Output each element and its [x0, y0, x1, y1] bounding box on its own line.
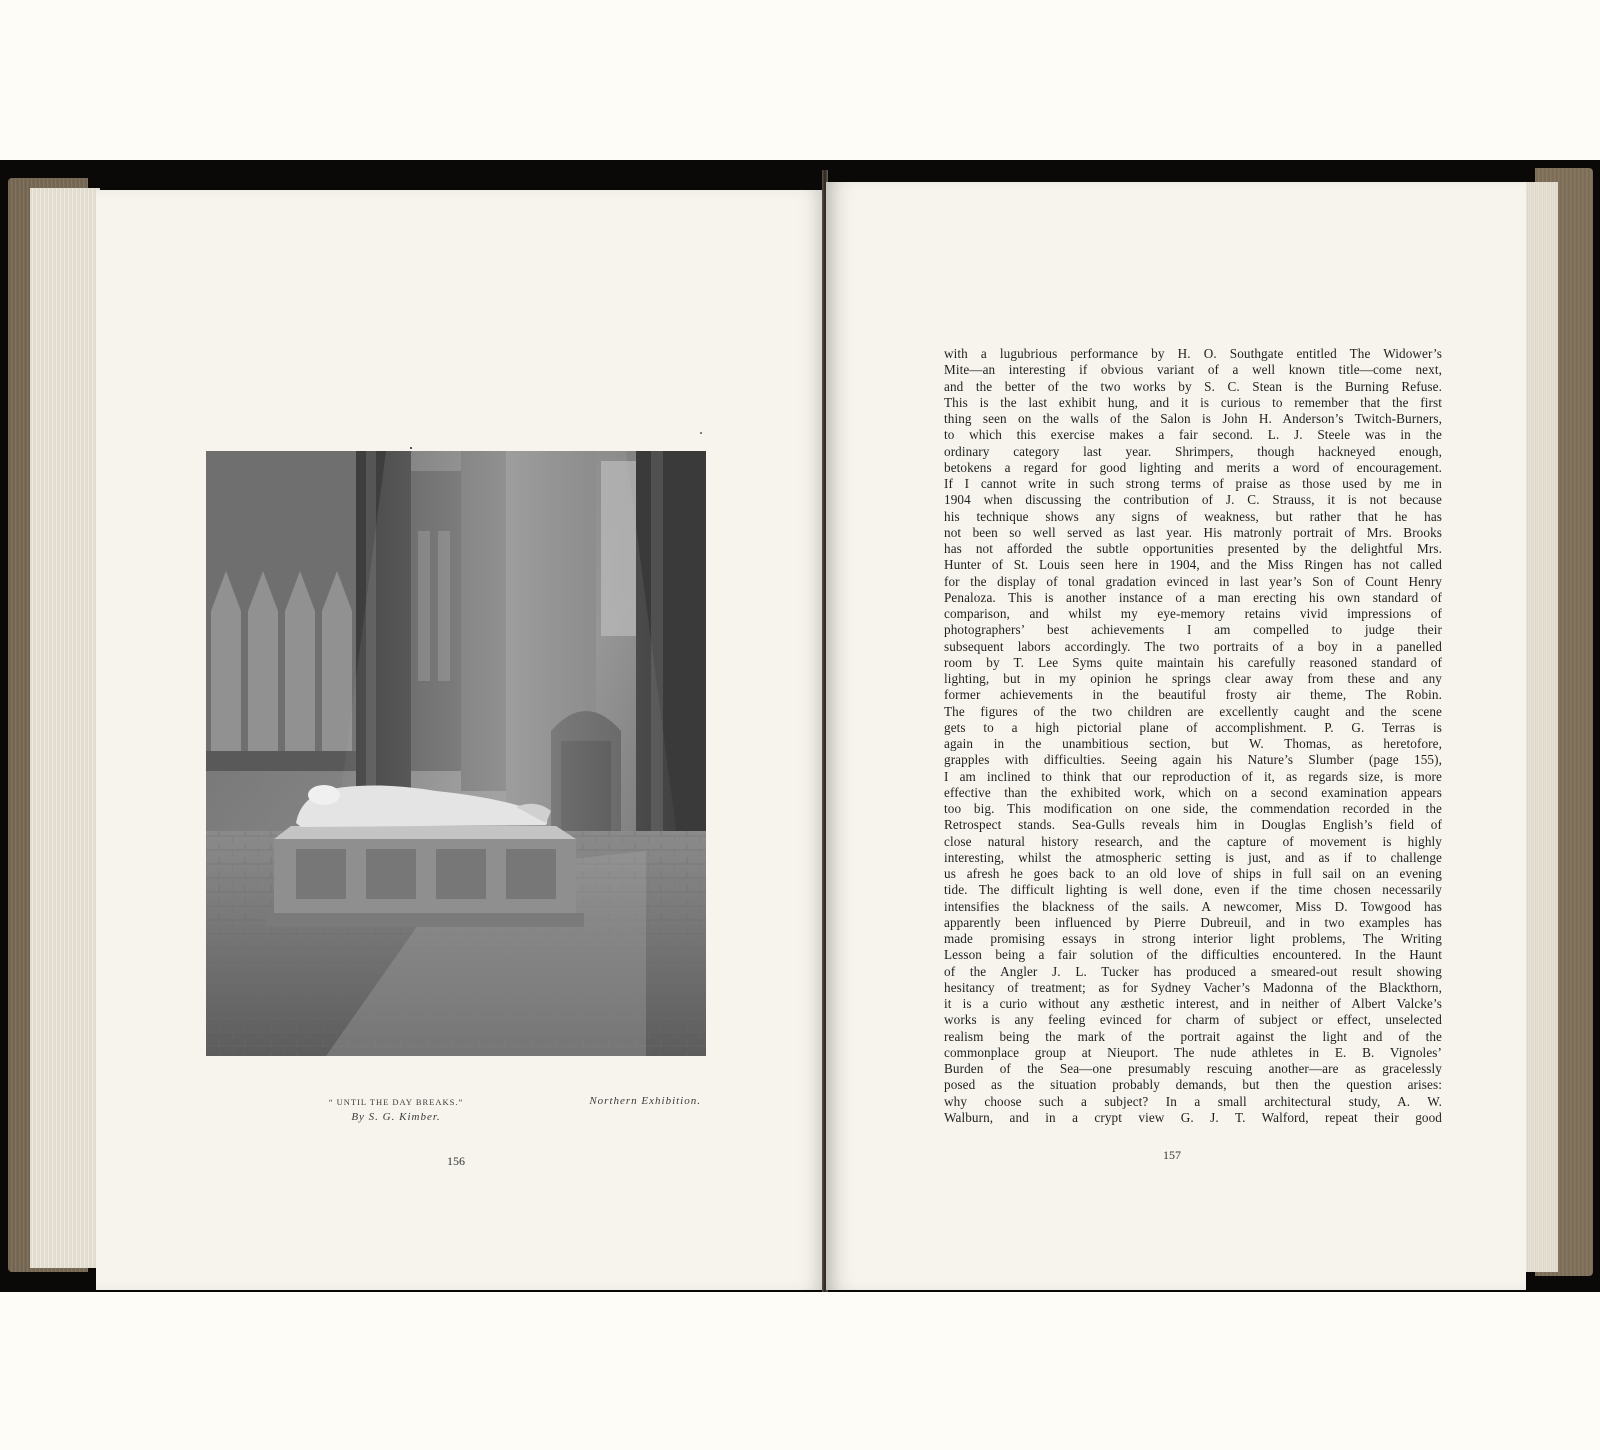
text-line: apparently been influenced by Pierre Dubreuil, and in two examples has — [944, 914, 1442, 930]
text-line: not been so well served as last year. His matronly portrait of Mrs. Brooks — [944, 524, 1442, 540]
text-line: thing seen on the walls of the Salon is John H. Anderson’s Twitch-Burners, — [944, 411, 1442, 426]
text-line: works is any feeling evinced for charm of subject or effect, unselected — [944, 1012, 1442, 1028]
text-line: and the better of the two works by S. C. Stean is the Burning Refuse. — [944, 378, 1442, 394]
text-line: grapples with difficulties. Seeing again his Nature’s Slumber (page 155), — [944, 752, 1442, 768]
text-line: of the Angler J. L. Tucker has produced a smeared-out result showing — [944, 963, 1442, 979]
photograph-illustration — [206, 451, 706, 1056]
text-line: Lesson being a fair solution of the difficulties encountered. In the Haunt — [944, 947, 1442, 963]
text-line: Retrospect stands. Sea-Gulls reveals him in Douglas English’s field of — [944, 817, 1442, 833]
text-line: why choose such a subject? In a small architectural study, A. W. — [944, 1093, 1442, 1109]
text-line: interesting, whilst the atmospheric setting is just, and as if to challenge — [944, 849, 1442, 865]
text-line: comparison, and whilst my eye-memory retains vivid impressions of — [944, 606, 1442, 621]
text-line: lighting, but in my opinion he springs clear away from these and any — [944, 671, 1442, 686]
text-line: with a lugubrious performance by H. O. Southgate entitled The Widower’s — [944, 346, 1442, 361]
text-line: Hunter of St. Louis seen here in 1904, and the Miss Ringen has not called — [944, 557, 1442, 573]
page-number: 157 — [1163, 1148, 1181, 1162]
print-speck — [700, 432, 702, 434]
photo-caption — [296, 1095, 496, 1125]
text-line: Burden of the Sea—one presumably rescuing another—are as gracelessly — [944, 1061, 1442, 1076]
print-speck — [410, 447, 412, 449]
text-line: for the display of tonal gradation evinced in last year’s Son of Count Henry — [944, 573, 1442, 589]
text-line: I am inclined to think that our reproduction of it, as regards size, is more — [944, 768, 1442, 784]
text-line: too big. This modification on one side, the commendation recorded in the — [944, 801, 1442, 816]
text-line: made promising essays in strong interior light problems, The Writing — [944, 931, 1442, 946]
text-line: Penaloza. This is another instance of a man erecting his own standard of — [944, 589, 1442, 605]
text-line: photographers’ best achievements I am compelled to judge their — [944, 622, 1442, 638]
text-line: has not afforded the subtle opportunities presented by the delightful Mrs. — [944, 541, 1442, 556]
text-line: intensifies the blackness of the sails. A newcomer, Miss D. Towgood has — [944, 898, 1442, 914]
photo-author: By S. G. Kimber. — [351, 1111, 441, 1123]
text-line: 1904 when discussing the contribution of J. C. Strauss, it is not because — [944, 492, 1442, 508]
text-line: Walburn, and in a crypt view G. J. T. Walford, repeat their good — [944, 1109, 1442, 1125]
text-line: former achievements in the beautiful frosty air theme, The Robin. — [944, 687, 1442, 703]
text-line: his technique shows any signs of weakness, but rather that he has — [944, 508, 1442, 524]
text-line: it is a curio without any æsthetic interest, and in neither of Albert Valcke’s — [944, 996, 1442, 1011]
page-edges-left — [30, 188, 100, 1268]
text-line: realism being the mark of the portrait against the light and of the — [944, 1028, 1442, 1044]
text-line: us afresh he goes back to an old love of ships in full sail on an evening — [944, 866, 1442, 881]
text-line: to which this exercise makes a fair second. L. J. Steele was in the — [944, 427, 1442, 443]
text-line: betokens a regard for good lighting and merits a word of encouragement. — [944, 459, 1442, 475]
text-line: room by T. Lee Syms quite maintain his carefully reasoned standard of — [944, 654, 1442, 670]
text-line: subsequent labors accordingly. The two portraits of a boy in a panelled — [944, 638, 1442, 654]
text-line: If I cannot write in such strong terms of praise as those used by me in — [944, 476, 1442, 491]
text-line: commonplace group at Nieuport. The nude athletes in E. B. Vignoles’ — [944, 1044, 1442, 1060]
text-line: The figures of the two children are excellently caught and the scene — [944, 703, 1442, 719]
text-line: Mite—an interesting if obvious variant of a well known title—come next, — [944, 362, 1442, 378]
right-page — [826, 182, 1526, 1290]
text-line: gets to a high pictorial plane of accomplishment. P. G. Terras is — [944, 719, 1442, 735]
photo-title: “ UNTIL THE DAY BREAKS.” — [328, 1097, 464, 1107]
exhibition-label: Northern Exhibition. — [589, 1095, 701, 1107]
body-text — [944, 346, 1442, 1126]
text-line: close natural history research, and the capture of movement is highly — [944, 833, 1442, 849]
text-line: tide. The difficult lighting is well done, even if the time chosen necessarily — [944, 882, 1442, 898]
text-line: posed as the situation probably demands, but then the question arises: — [944, 1077, 1442, 1093]
text-line: ordinary category last year. Shrimpers, though hackneyed enough, — [944, 443, 1442, 459]
text-line: again in the unambitious section, but W. Thomas, as heretofore, — [944, 736, 1442, 751]
left-page — [96, 190, 826, 1290]
open-book — [0, 160, 1600, 1292]
text-line: effective than the exhibited work, which on a second examination appears — [944, 784, 1442, 800]
text-line: hesitancy of treatment; as for Sydney Vacher’s Madonna of the Blackthorn, — [944, 979, 1442, 995]
tomb-photograph — [206, 451, 706, 1056]
text-line: This is the last exhibit hung, and it is curious to remember that the first — [944, 394, 1442, 410]
page-number: 156 — [447, 1154, 465, 1168]
